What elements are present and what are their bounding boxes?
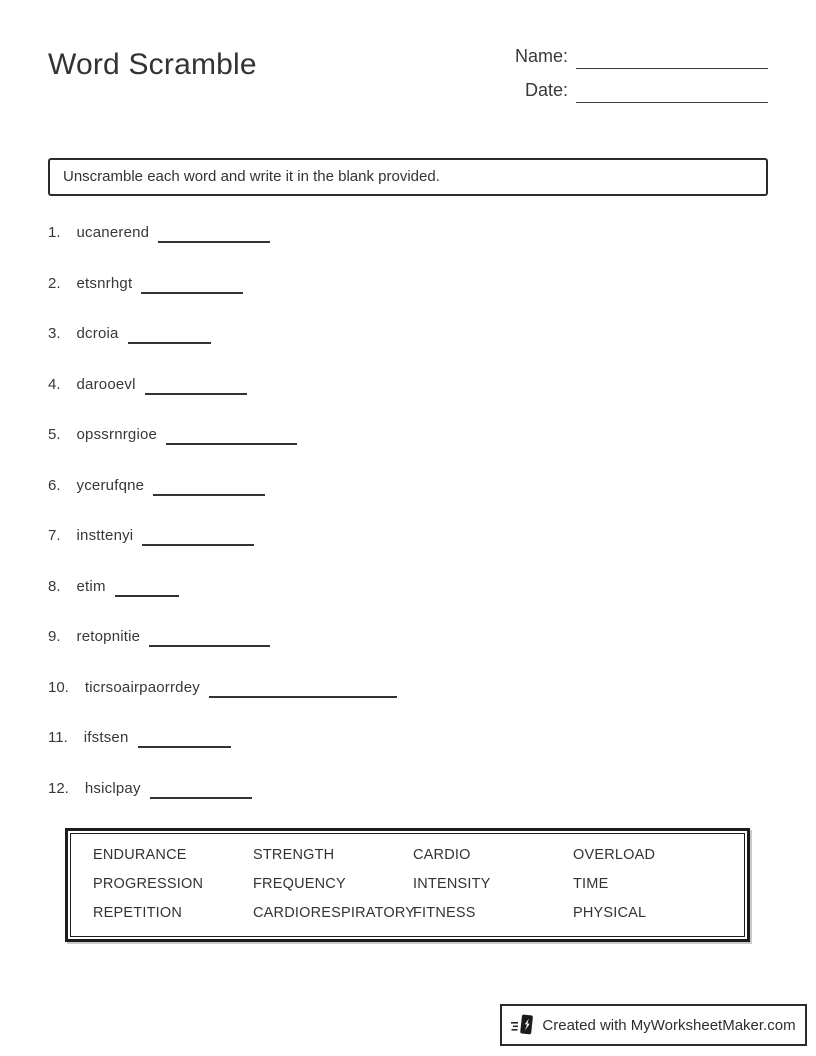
question-row [48, 727, 768, 749]
scrambled-word: ucanerend [76, 224, 150, 241]
scrambled-word: insttenyi [76, 527, 134, 544]
question-number: 5. [48, 426, 61, 443]
question-row [48, 273, 768, 295]
scrambled-word: dcroia [76, 325, 119, 342]
scrambled-word: ifstsen [83, 729, 129, 746]
word-bank-grid [93, 844, 734, 924]
footer-credit-box [500, 1004, 807, 1046]
question-number: 11. [48, 729, 68, 746]
question-number: 2. [48, 274, 61, 292]
question-row [48, 525, 768, 547]
word-bank-word: STRENGTH [253, 847, 335, 863]
question-row [48, 374, 768, 396]
scrambled-word: darooevl [76, 375, 136, 393]
instructions-text: Unscramble each word and write it in the blank provided. [63, 168, 440, 185]
page-title: Word Scramble [48, 48, 257, 81]
scrambled-word: retopnitie [76, 628, 141, 645]
scrambled-word: etsnrhgt [76, 274, 133, 292]
header [0, 0, 816, 114]
name-date-fields [510, 46, 768, 114]
question-row [48, 677, 768, 699]
answer-blank [150, 797, 252, 799]
scrambled-word: ticrsoairpaorrdey [84, 678, 200, 696]
question-number: 12. [48, 779, 69, 797]
answer-blank [141, 292, 243, 294]
answer-blank [153, 494, 265, 496]
question-row [48, 626, 768, 648]
question-number: 9. [48, 628, 61, 645]
word-bank-inner-border [70, 833, 745, 937]
scrambled-word: opssrnrgioe [76, 426, 158, 443]
answer-blank [166, 443, 297, 445]
question-row [48, 222, 768, 244]
question-row [48, 576, 768, 598]
word-bank-word: CARDIORESPIRATORY [253, 905, 416, 921]
footer-credit-text: Created with MyWorksheetMaker.com [542, 1016, 796, 1034]
name-field-row [510, 46, 768, 67]
question-number: 7. [48, 527, 61, 544]
word-bank-word: TIME [573, 876, 609, 892]
word-bank-word: INTENSITY [413, 876, 491, 892]
answer-blank [158, 241, 270, 243]
date-field-row [510, 80, 768, 101]
question-number: 1. [48, 224, 61, 241]
word-bank-word: FREQUENCY [253, 876, 346, 892]
question-number: 10. [48, 678, 69, 696]
answer-blank [209, 696, 397, 698]
word-bank-word: REPETITION [93, 905, 183, 921]
word-bank-word: PROGRESSION [93, 876, 204, 892]
name-blank-line [576, 67, 768, 69]
word-bank-word: PHYSICAL [573, 905, 647, 921]
question-row [48, 323, 768, 345]
answer-blank [128, 342, 211, 344]
scrambled-word: ycerufqne [76, 476, 145, 494]
answer-blank [138, 746, 231, 748]
question-number: 8. [48, 577, 61, 595]
scrambled-word: etim [76, 577, 106, 595]
answer-blank [115, 595, 179, 597]
scrambled-word: hsiclpay [84, 779, 141, 797]
word-bank [65, 828, 750, 942]
answer-blank [149, 645, 270, 647]
question-list [48, 222, 768, 800]
question-number: 6. [48, 476, 61, 494]
word-bank-word: FITNESS [413, 905, 476, 921]
question-row [48, 475, 768, 497]
flying-worksheet-icon [511, 1012, 535, 1038]
question-number: 4. [48, 375, 61, 393]
question-row [48, 424, 768, 446]
date-blank-line [576, 101, 768, 103]
answer-blank [142, 544, 254, 546]
word-bank-word: CARDIO [413, 847, 471, 863]
question-row [48, 778, 768, 800]
name-label: Name: [514, 46, 568, 66]
question-number: 3. [48, 325, 61, 342]
date-label: Date: [524, 80, 568, 100]
instructions-box [48, 158, 768, 196]
word-bank-word: OVERLOAD [573, 847, 656, 863]
word-bank-word: ENDURANCE [93, 847, 187, 863]
answer-blank [145, 393, 247, 395]
